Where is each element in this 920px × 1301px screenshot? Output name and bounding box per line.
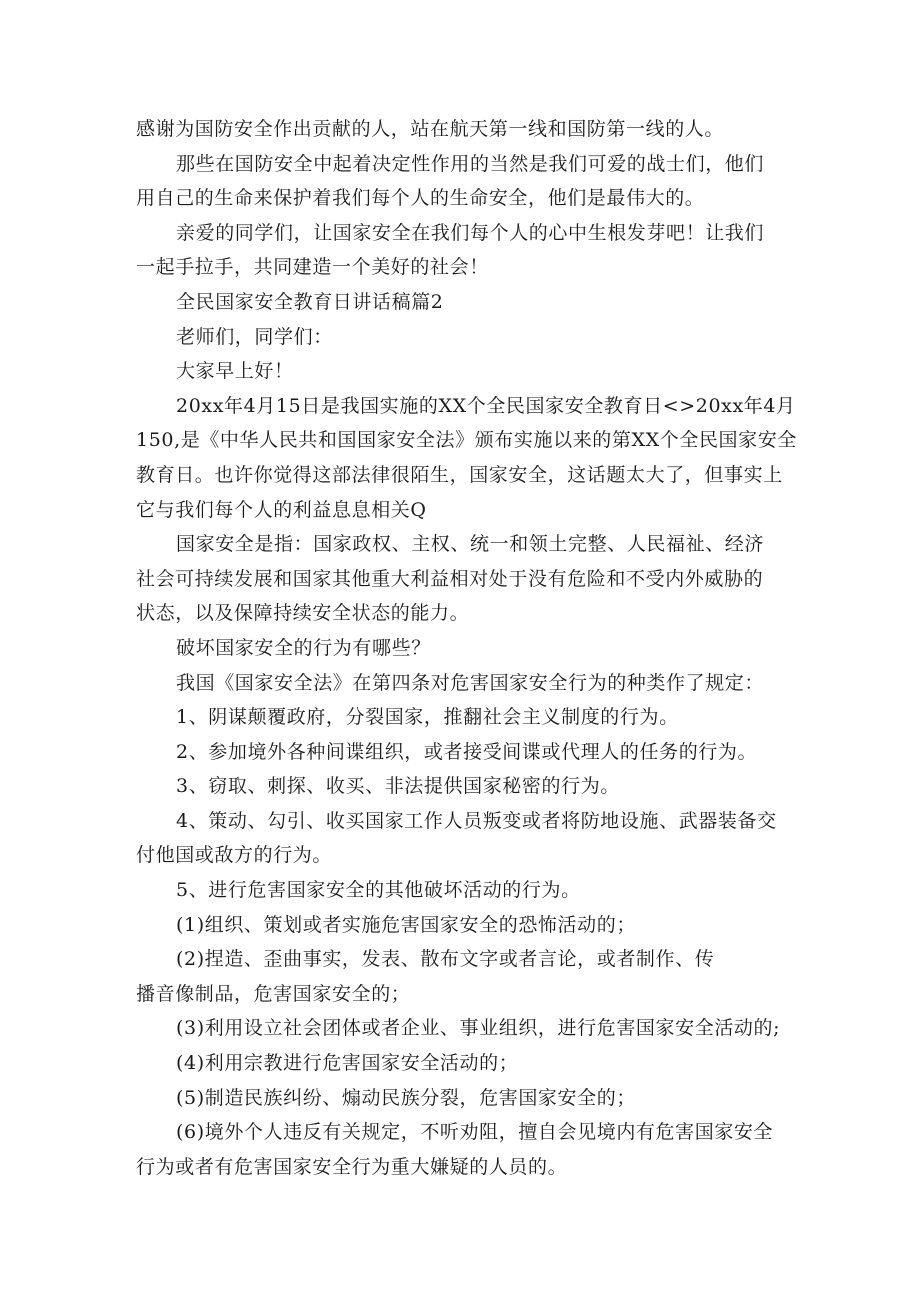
sub-item-2-cont: 播音像制品，危害国家安全的； [136,982,411,1005]
text-line-11: 教育日。也许你觉得这部法律很陌生，国家安全，这话题太大了，但事实上 [136,463,783,486]
text-line-16: 破坏国家安全的行为有哪些？ [176,636,431,659]
text-line-10: 150,是《中华人民共和国国家安全法》颁布实施以来的第XX个全民国家安全 [136,429,797,452]
text-line-5: 一起手拉手，共同建造一个美好的社会！ [136,256,489,279]
text-line-3: 用自己的生命来保护着我们每个人的生命安全，他们是最伟大的。 [136,187,705,210]
text-line-7: 老师们，同学们： [176,325,333,348]
sub-item-6-cont: 行为或者有危害国家安全行为重大嫌疑的人员的。 [136,1155,568,1178]
text-line-12: 它与我们每个人的利益息息相关Q [136,498,427,521]
sub-item-3: (3)利用设立社会团体或者企业、事业组织，进行危害国家安全活动的; [176,1017,781,1040]
list-item-4-cont: 付他国或敌方的行为。 [136,844,333,867]
text-line-2: 那些在国防安全中起着决定性作用的当然是我们可爱的战士们，他们 [176,152,765,175]
sub-item-4: (4)利用宗教进行危害国家安全活动的； [176,1052,519,1075]
sub-item-1: (1)组织、策划或者实施危害国家安全的恐怖活动的； [176,913,636,936]
section-heading: 全民国家安全教育日讲话稿篇2 [176,290,444,313]
text-line-14: 社会可持续发展和国家其他重大利益相对处于没有危险和不受内外威胁的 [136,567,764,590]
list-item-5: 5、进行危害国家安全的其他破坏活动的行为。 [176,879,581,902]
list-item-4: 4、策动、勾引、收买国家工作人员叛变或者将防地设施、武器装备交 [176,809,777,832]
text-line-9: 20xx年4月15日是我国实施的XX个全民国家安全教育日<>20xx年4月 [176,394,796,417]
document-page [136,112,796,1184]
list-item-1: 1、阴谋颠覆政府，分裂国家，推翻社会主义制度的行为。 [176,706,679,729]
text-line-15: 状态，以及保障持续安全状态的能力。 [136,602,470,625]
sub-item-2: (2)捏造、歪曲事实，发表、散布文字或者言论，或者制作、传 [176,948,715,971]
sub-item-5: (5)制造民族纠纷、煽动民族分裂，危害国家安全的； [176,1086,636,1109]
text-line-13: 国家安全是指：国家政权、主权、统一和领土完整、人民福祉、经济 [176,533,765,556]
text-line-4: 亲爱的同学们，让国家安全在我们每个人的心中生根发芽吧！让我们 [176,221,765,244]
text-line-1: 感谢为国防安全作出贡献的人，站在航天第一线和国防第一线的人。 [136,118,725,140]
text-line-17: 我国《国家安全法》在第四条对危害国家安全行为的种类作了规定： [176,671,765,694]
sub-item-6: (6)境外个人违反有关规定，不听劝阻，擅自会见境内有危害国家安全 [176,1121,774,1144]
text-line-8: 大家早上好！ [176,360,294,383]
list-item-3: 3、窃取、刺探、收买、非法提供国家秘密的行为。 [176,775,620,798]
list-item-2: 2、参加境外各种间谍组织，或者接受间谍或代理人的任务的行为。 [176,740,758,763]
